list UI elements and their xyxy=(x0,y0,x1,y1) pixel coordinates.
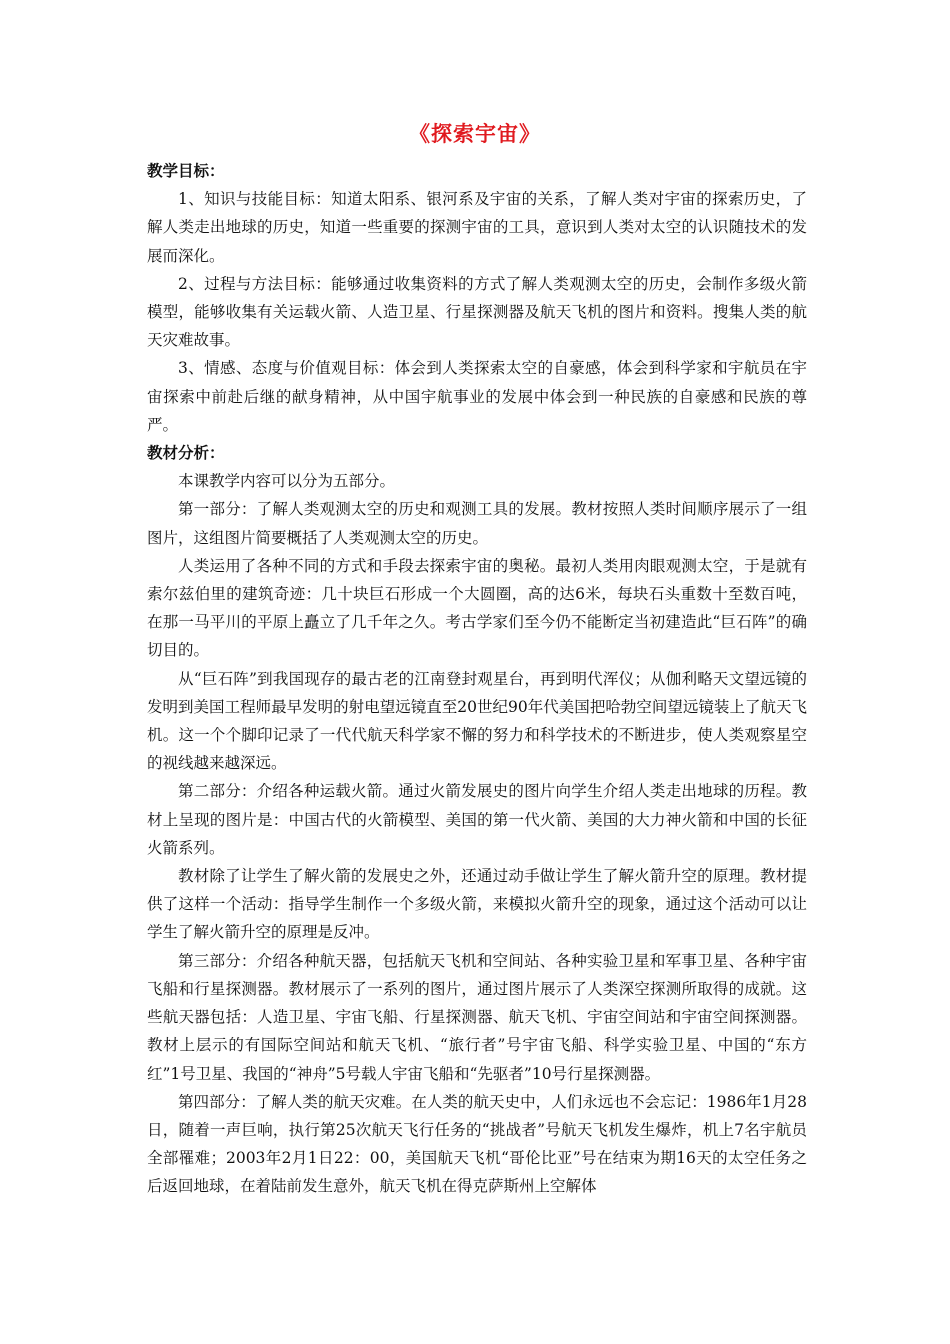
document-title: 《探索宇宙》 xyxy=(409,121,541,146)
analysis-paragraph: 本课教学内容可以分为五部分。 xyxy=(178,472,396,491)
section-heading-analysis: 教材分析： xyxy=(147,443,225,463)
analysis-paragraph: 第四部分：了解人类的航天灾难。在人类的航天史中，人们永远也不会忘记：1986年1月28日，随着一声巨响，执行第25次航天飞行任务的“挑战者”号航天飞机发生爆炸，机上7名宇航员全部罹难；2003年2月1日22：00，美国航天飞机“哥伦比亚”号在结束为期16天的太空任务之后返回地球，在着陆前发生意外，航天飞机在得克萨斯州上空解体 xyxy=(147,1092,807,1196)
goal-paragraph: 1、知识与技能目标：知道太阳系、银河系及宇宙的关系，了解人类对宇宙的探索历史，了解人类走出地球的历史，知道一些重要的探测宇宙的工具，意识到人类对太空的认识随技术的发展而深化。 xyxy=(147,190,807,265)
section-heading-goals: 教学目标： xyxy=(147,161,225,180)
analysis-paragraph: 第三部分：介绍各种航天器，包括航天飞机和空间站、各种实验卫星和军事卫星、各种宇宙飞船和行星探测器。教材展示了一系列的图片，通过图片展示了人类深空探测所取得的成就。这些航天器包括：人造卫星、宇宙飞船、行星探测器、航天飞机、宇宙空间站和宇宙空间探测器。教材上层示的有国际空间站和航天飞机、“旅行者”号宇宙飞船、科学实验卫星、中国的“东方红”1号卫星、我国的“神舟”5号载人宇宙飞船和“先驱者”10号行星探测器。 xyxy=(147,951,807,1083)
goal-paragraph: 2、过程与方法目标：能够通过收集资料的方式了解人类观测太空的历史，会制作多级火箭模型，能够收集有关运载火箭、人造卫星、行星探测器及航天飞机的图片和资料。搜集人类的航天灾难故事。 xyxy=(147,274,807,350)
analysis-paragraph: 从“巨石阵”到我国现存的最古老的江南登封观星台，再到明代浑仪；从伽利略天文望远镜的发明到美国工程师最早发明的射电望远镜直至20世纪90年代美国把哈勃空间望远镜装上了航天飞机。这一个个脚印记录了一代代航天科学家不懈的努力和科学技术的不断进步，使人类观察星空的视线越来越深远。 xyxy=(147,669,807,773)
analysis-paragraph: 人类运用了各种不同的方式和手段去探索宇宙的奥秘。最初人类用肉眼观测太空，于是就有索尔兹伯里的建筑奇迹：几十块巨石形成一个大圆圈，高的达6米，每块石头重数十至数百吨，在那一马平川的平原上矗立了几千年之久。考古学家们至今仍不能断定当初建造此“巨石阵”的确切目的。 xyxy=(147,556,807,660)
analysis-paragraph: 教材除了让学生了解火箭的发展史之外，还通过动手做让学生了解火箭升空的原理。教材提供了这样一个活动：指导学生制作一个多级火箭，来模拟火箭升空的现象，通过这个活动可以让学生了解火箭升空的原理是反冲。 xyxy=(147,867,807,942)
document-body xyxy=(147,157,807,1201)
goal-paragraph: 3、情感、态度与价值观目标：体会到人类探索太空的自豪感，体会到科学家和宇航员在宇宙探索中前赴后继的献身精神，从中国宇航事业的发展中体会到一种民族的自豪感和民族的尊严。 xyxy=(147,359,807,434)
analysis-paragraph: 第二部分：介绍各种运载火箭。通过火箭发展史的图片向学生介绍人类走出地球的历程。教材上呈现的图片是：中国古代的火箭模型、美国的第一代火箭、美国的大力神火箭和中国的长征火箭系列。 xyxy=(147,782,807,857)
analysis-paragraph: 第一部分：了解人类观测太空的历史和观测工具的发展。教材按照人类时间顺序展示了一组图片，这组图片简要概括了人类观测太空的历史。 xyxy=(147,500,807,547)
